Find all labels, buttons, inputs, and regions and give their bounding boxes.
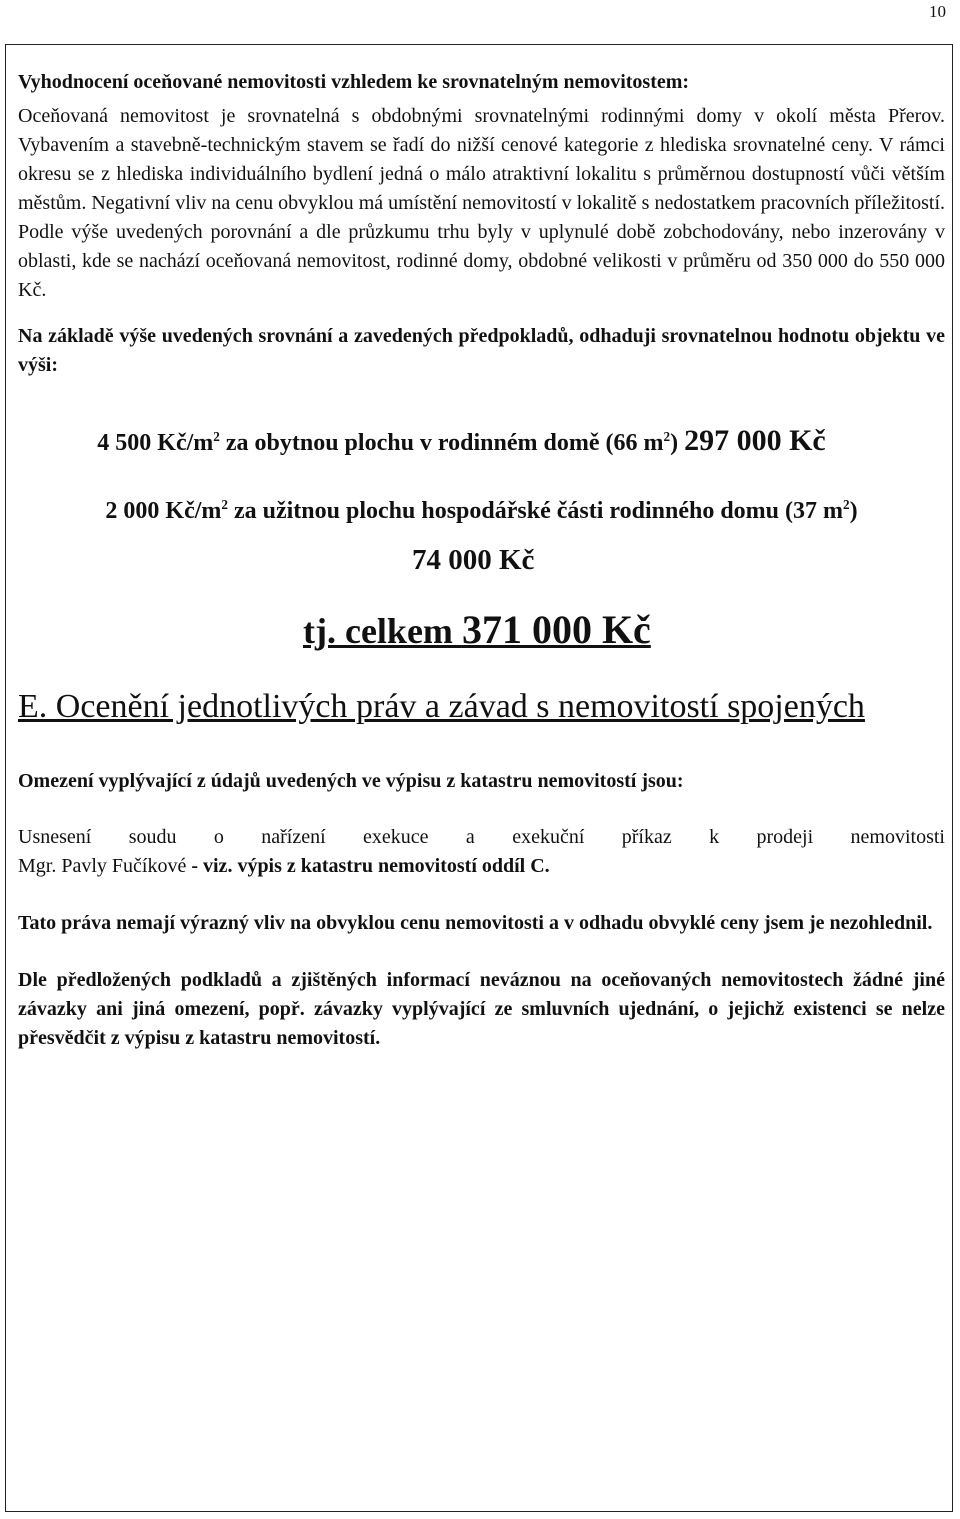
utility-area-sup: 2: [842, 497, 850, 512]
total-amount: 371 000 Kč: [461, 607, 651, 652]
evaluation-conclusion: Na základě výše uvedených srovnání a zavedených předpokladů, odhaduji srovnatelnou hodnotu objektu ve výši:: [18, 325, 945, 376]
utility-rate: 2 000 Kč/m: [105, 498, 222, 524]
evaluation-paragraph: Oceňovaná nemovitost je srovnatelná s obdobnými srovnatelnými rodinnými domy v okolí města Přerov. Vybavením a stavebně-technickým stavem se řadí do nižší cenové kategorie z hlediska srovnatelné ceny. V rámci okresu se z hlediska individuálního bydlení jedná o málo atraktivní lokalitu s průměrnou dostupností vůči větším městům. Negativní vliv na cenu obvyklou má umístění nemovitostí v lokalitě s nedostatkem pracovních příležitostí. Podle výše uvedených porovnání a dle průzkumu trhu byly v uplynulé době zobchodovány, nebo inzerovány v oblasti, kde se nachází oceňovaná nemovitost, rodinné domy, obdobné velikosti v průměru od 350 000 do 550 000 Kč.: [18, 105, 945, 301]
utility-text: za užitnou plochu hospodářské části rodinného domu (37 m: [227, 498, 843, 524]
obligations-note: Dle předložených podkladů a zjištěných informací neváznou na oceňovaných nemovitostech žádné jiné závazky ani jiná omezení, popř. závazky vyplývající ze smluvních ujednání, o jejichž existenci se nelze přesvědčit z výpisu z katastru nemovitostí.: [18, 969, 945, 1049]
restriction-reference: - viz. výpis z katastru nemovitostí oddíl C.: [191, 855, 550, 877]
document-content: [18, 68, 945, 1053]
living-area-sup: 2: [663, 429, 671, 444]
utility-amount: 74 000 Kč: [412, 544, 535, 576]
living-rate: 4 500 Kč/m: [97, 430, 214, 456]
valuation-block: [18, 424, 945, 655]
restrictions-subheading: Omezení vyplývající z údajů uvedených ve výpisu z katastru nemovitostí jsou:: [18, 770, 684, 792]
living-rate-sup: 2: [213, 429, 220, 444]
section-e-title: E. Ocenění jednotlivých práv a závad s nemovitostí spojených: [18, 688, 865, 725]
living-close: ): [670, 430, 685, 456]
restriction-name: Mgr. Pavly Fučíkové: [18, 855, 192, 877]
valuation-total: [18, 606, 945, 655]
living-text: za obytnou plochu v rodinném domě (66 m: [219, 430, 664, 456]
living-amount: 297 000 Kč: [684, 424, 826, 457]
restriction-line-1: Usnesení soudu o nařízení exekuce a exekuční příkaz k prodeji nemovitosti: [18, 826, 945, 848]
restriction-line-2: [18, 852, 945, 881]
utility-close: ): [849, 498, 858, 524]
rights-note: Tato práva nemají výrazný vliv na obvyklou cenu nemovitosti a v odhadu obvyklé ceny jsem je nezohlednil.: [18, 912, 933, 934]
page-number: 10: [929, 2, 946, 21]
utility-rate-sup: 2: [221, 497, 228, 512]
valuation-utility-area: [18, 494, 945, 528]
valuation-living-area: [18, 424, 945, 460]
evaluation-heading: Vyhodnocení oceňované nemovitosti vzhledem ke srovnatelným nemovitostem:: [18, 71, 690, 93]
total-label: tj. celkem: [303, 611, 462, 651]
